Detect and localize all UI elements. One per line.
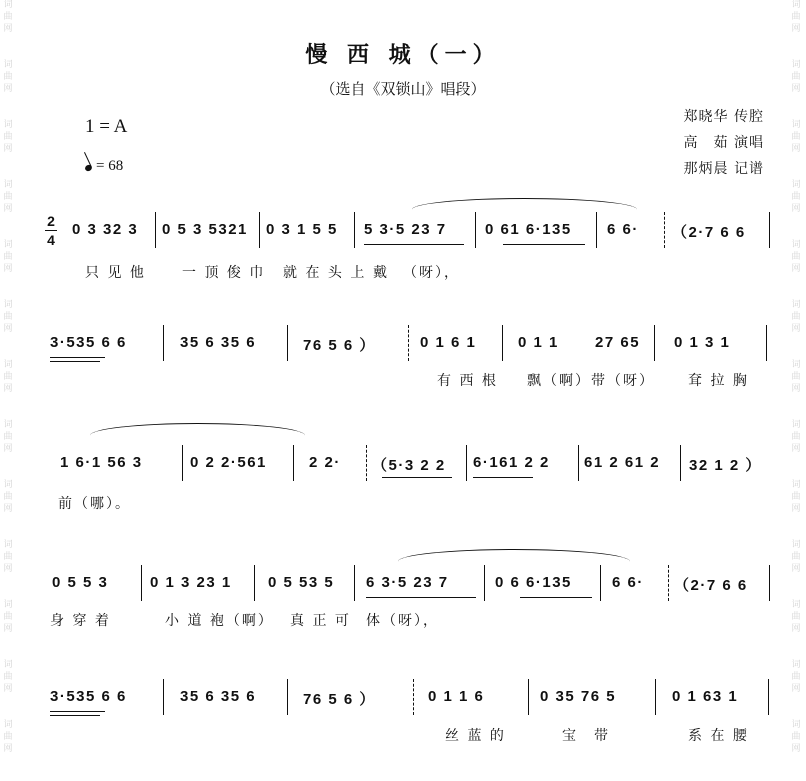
watermark-char: 网: [791, 264, 801, 274]
barline: [466, 445, 467, 481]
watermark-char: 曲: [791, 252, 801, 262]
barline: [354, 565, 355, 601]
watermark-char: 词: [791, 300, 801, 310]
measure: 27 65: [595, 334, 641, 351]
watermark-char: 网: [3, 684, 13, 694]
measure: 0 5 53 5: [268, 574, 335, 591]
barline: [680, 445, 681, 481]
watermark-char: 网: [3, 24, 13, 34]
lyric: 丝 蓝 的: [445, 728, 506, 744]
watermark-char: 网: [791, 384, 801, 394]
barline: [766, 325, 767, 361]
barline: [254, 565, 255, 601]
underline: [473, 477, 533, 478]
barline: [528, 679, 529, 715]
watermark-char: 词: [3, 300, 13, 310]
slur: [90, 423, 305, 448]
watermark-char: 曲: [3, 552, 13, 562]
watermark-char: 曲: [3, 72, 13, 82]
barline: [668, 565, 669, 601]
watermark-char: 网: [3, 504, 13, 514]
watermark-char: 网: [3, 384, 13, 394]
watermark-char: 词: [3, 60, 13, 70]
tempo-value: = 68: [96, 158, 124, 174]
barline: [366, 445, 367, 481]
watermark-char: 网: [791, 504, 801, 514]
watermark-char: 词: [791, 420, 801, 430]
watermark-char: 词: [791, 180, 801, 190]
measure: 0 1 1: [518, 334, 559, 351]
underline: [50, 357, 105, 358]
watermark-char: 曲: [3, 732, 13, 742]
barline: [155, 212, 156, 248]
lyric: 前（哪）。: [58, 496, 131, 512]
watermark-char: 网: [3, 444, 13, 454]
watermark-char: 词: [791, 360, 801, 370]
lyric: 真 正 可: [290, 613, 351, 629]
watermark-char: 网: [3, 84, 13, 94]
measure: （5·3 2 2: [372, 457, 446, 474]
barline: [769, 565, 770, 601]
watermark-char: 曲: [3, 252, 13, 262]
watermark-char: 曲: [791, 12, 801, 22]
measure: 0 35 76 5: [540, 688, 617, 705]
credit-line: 那炳晨 记谱: [683, 161, 764, 177]
underline: [50, 711, 105, 712]
lyric: 耷 拉 胸: [688, 373, 749, 389]
measure: 3·535 6 6: [50, 688, 127, 705]
watermark-char: 词: [791, 720, 801, 730]
measure: 0 6 6·135: [495, 574, 572, 591]
measure: 35 6 35 6: [180, 688, 257, 705]
watermark-char: 词: [791, 240, 801, 250]
credits: [684, 104, 764, 182]
watermark-char: 词: [791, 480, 801, 490]
watermark-char: 网: [3, 264, 13, 274]
lyric: 有 西 根: [437, 373, 498, 389]
watermark-char: 曲: [791, 132, 801, 142]
watermark-char: 网: [791, 624, 801, 634]
measure: 2 2·: [309, 454, 341, 471]
watermark-char: 曲: [791, 432, 801, 442]
watermark-char: 词: [3, 0, 13, 10]
watermark-char: 曲: [3, 372, 13, 382]
watermark-char: 词: [791, 0, 801, 10]
measure: 0 3 1 5 5: [266, 221, 338, 238]
time-signature-bottom: 4: [47, 232, 55, 248]
watermark-char: 网: [791, 144, 801, 154]
barline: [163, 679, 164, 715]
watermark-char: 词: [3, 240, 13, 250]
barline: [287, 679, 288, 715]
watermark-char: 曲: [3, 312, 13, 322]
barline: [654, 325, 655, 361]
barline: [141, 565, 142, 601]
watermark-char: 网: [791, 684, 801, 694]
watermark-char: 词: [3, 420, 13, 430]
watermark-char: 词: [3, 480, 13, 490]
watermark-left: [2, 0, 16, 781]
tempo-marking: [85, 158, 123, 175]
watermark-char: 曲: [3, 492, 13, 502]
slur: [412, 198, 637, 221]
measure: （2·7 6 6: [672, 224, 746, 241]
time-signature: [45, 213, 57, 248]
watermark-char: 词: [791, 120, 801, 130]
time-signature-top: 2: [47, 213, 55, 229]
watermark-char: 词: [3, 120, 13, 130]
underline: [50, 361, 100, 362]
score-subtitle: （选自《双锁山》唱段）: [320, 80, 486, 98]
watermark-char: 网: [791, 204, 801, 214]
measure: 0 1 3 23 1: [150, 574, 232, 591]
lyric: 体（呀），: [366, 613, 439, 629]
watermark-char: 曲: [791, 492, 801, 502]
watermark-char: 词: [3, 660, 13, 670]
measure: 76 5 6 ）: [303, 337, 376, 354]
barline: [293, 445, 294, 481]
watermark-char: 曲: [3, 612, 13, 622]
watermark-char: 网: [3, 204, 13, 214]
barline: [768, 679, 769, 715]
watermark-char: 词: [791, 600, 801, 610]
lyric: 就 在 头 上: [283, 265, 367, 281]
measure: 6·161 2 2: [473, 454, 550, 471]
watermark-char: 词: [3, 180, 13, 190]
watermark-char: 曲: [791, 612, 801, 622]
watermark-char: 曲: [3, 192, 13, 202]
measure: 0 1 63 1: [672, 688, 739, 705]
measure: 0 1 6 1: [420, 334, 477, 351]
watermark-char: 网: [791, 744, 801, 754]
measure: 6 6·: [607, 221, 639, 238]
watermark-char: 曲: [791, 552, 801, 562]
watermark-char: 网: [791, 444, 801, 454]
measure: 61 2 61 2: [584, 454, 661, 471]
underline: [364, 244, 464, 245]
measure: 3·535 6 6: [50, 334, 127, 351]
score-title: 慢 西 城（一）: [305, 42, 501, 68]
measure: 6 3·5 23 7: [366, 574, 449, 591]
credit-line: 郑晓华 传腔: [683, 109, 764, 125]
watermark-char: 词: [3, 720, 13, 730]
watermark-char: 曲: [791, 732, 801, 742]
measure: 0 5 3 5321: [162, 221, 248, 238]
underline: [382, 477, 452, 478]
measure: 6 6·: [612, 574, 644, 591]
watermark-char: 网: [791, 564, 801, 574]
barline: [408, 325, 409, 361]
watermark-char: 曲: [3, 12, 13, 22]
watermark-char: 曲: [3, 432, 13, 442]
barline: [163, 325, 164, 361]
watermark-char: 网: [3, 564, 13, 574]
watermark-char: 网: [791, 84, 801, 94]
measure: 0 3 32 3: [72, 221, 139, 238]
barline: [287, 325, 288, 361]
measure: 0 61 6·135: [485, 221, 572, 238]
barline: [182, 445, 183, 481]
watermark-char: 词: [3, 540, 13, 550]
barline: [502, 325, 503, 361]
underline: [503, 244, 585, 245]
key-signature: 1 = A: [85, 116, 128, 137]
underline: [520, 597, 592, 598]
lyric: 宝 带: [562, 728, 610, 744]
watermark-char: 网: [3, 744, 13, 754]
watermark-char: 词: [3, 600, 13, 610]
measure: （2·7 6 6: [674, 577, 748, 594]
watermark-char: 词: [791, 60, 801, 70]
measure: 76 5 6 ）: [303, 691, 376, 708]
watermark-char: 曲: [3, 132, 13, 142]
watermark-char: 网: [791, 24, 801, 34]
watermark-char: 曲: [791, 372, 801, 382]
measure: 32 1 2 ）: [689, 457, 762, 474]
lyric: 系 在 腰: [688, 728, 749, 744]
barline: [413, 679, 414, 715]
slur: [398, 549, 630, 574]
measure: 35 6 35 6: [180, 334, 257, 351]
lyric: 身 穿 着: [50, 613, 111, 629]
measure: 0 1 1 6: [428, 688, 485, 705]
watermark-char: 曲: [3, 672, 13, 682]
lyric: 小 道 袍（啊）: [165, 613, 274, 629]
lyric: 戴: [373, 265, 389, 281]
measure: 5 3·5 23 7: [364, 221, 447, 238]
measure: 0 2 2·561: [190, 454, 267, 471]
watermark-char: 词: [791, 540, 801, 550]
watermark-char: 网: [3, 324, 13, 334]
watermark-char: 词: [3, 360, 13, 370]
barline: [664, 212, 665, 248]
quarter-note-icon: [84, 164, 93, 172]
barline: [354, 212, 355, 248]
lyric: （呀），: [403, 265, 460, 281]
barline: [769, 212, 770, 248]
watermark-char: 词: [791, 660, 801, 670]
watermark-char: 曲: [791, 72, 801, 82]
watermark-char: 网: [3, 624, 13, 634]
underline: [50, 715, 100, 716]
underline: [366, 597, 476, 598]
lyric: 飘（啊）带（呀）: [527, 373, 655, 389]
watermark-char: 曲: [791, 672, 801, 682]
barline: [578, 445, 579, 481]
watermark-char: 网: [791, 324, 801, 334]
measure: 1 6·1 56 3: [60, 454, 143, 471]
watermark-right: [790, 0, 804, 781]
measure: 0 1 3 1: [674, 334, 731, 351]
credit-line: 高 茹 演唱: [683, 135, 764, 151]
barline: [655, 679, 656, 715]
lyric: 只 见 他: [85, 265, 146, 281]
lyric: 一 顶 俊 巾: [182, 265, 266, 281]
barline: [259, 212, 260, 248]
watermark-char: 网: [3, 144, 13, 154]
watermark-char: 曲: [791, 192, 801, 202]
watermark-char: 曲: [791, 312, 801, 322]
measure: 0 5 5 3: [52, 574, 109, 591]
